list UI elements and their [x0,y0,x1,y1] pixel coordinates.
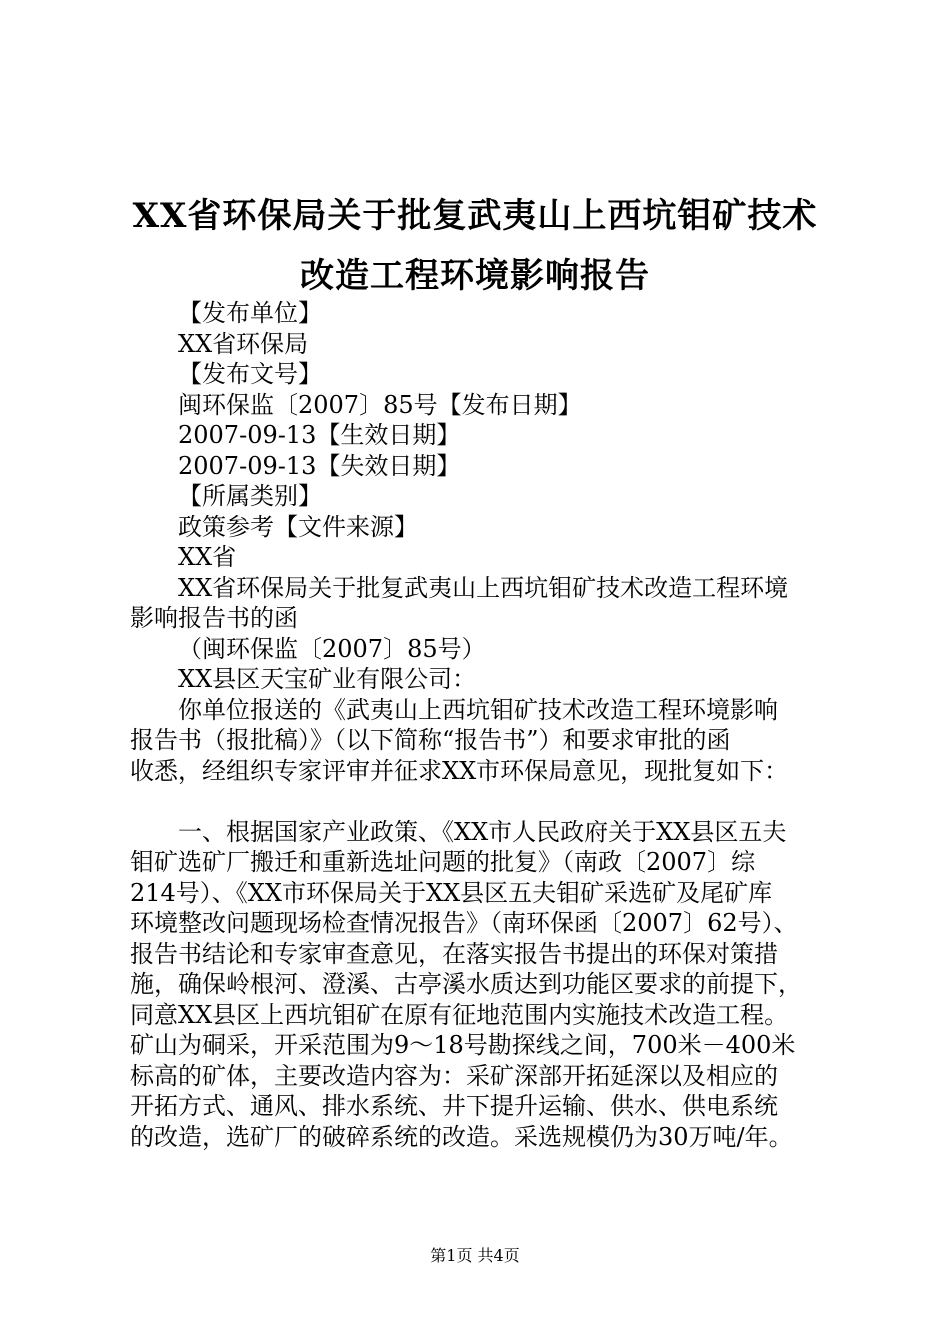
meta-line: 【发布文号】 [178,360,322,388]
section1-paragraph-line: 一、根据国家产业政策、《XX市人民政府关于XX县区五夫 [178,817,787,846]
section1-paragraph-line: 矿山为硐采，开采范围为9～18号勘探线之间，700米－400米 [130,1031,796,1059]
letter-title-line: 影响报告书的函 [130,604,298,632]
doc-number: （闽环保监〔2007〕85号） [178,634,486,663]
addressee: XX县区天宝矿业有限公司： [178,665,477,693]
section1-paragraph-line: 钼矿选矿厂搬迁和重新选址问题的批复》（南政〔2007〕综 [130,848,756,876]
page-footer: 第1页 共4页 [430,1246,520,1265]
document-title-line-2: 改造工程环境影响报告 [300,256,650,296]
document-body [130,298,830,1152]
section1-paragraph-line: 的改造，选矿厂的破碎系统的改造。采选规模仍为30万吨/年。 [130,1122,793,1151]
letter-title-line: XX省环保局关于批复武夷山上西坑钼矿技术改造工程环境 [178,573,789,602]
section1-paragraph-line: 施，确保岭根河、澄溪、古亭溪水质达到功能区要求的前提下， [130,970,802,998]
section1-paragraph-line: 214号）、《XX市环保局关于XX县区五夫钼矿采选矿及尾矿库 [130,878,773,907]
section1-paragraph-line: 报告书结论和专家审查意见，在落实报告书提出的环保对策措 [130,939,778,968]
section1-paragraph-line: 环境整改问题现场检查情况报告》（南环保函〔2007〕62号）、 [130,909,798,937]
meta-line: 【所属类别】 [178,482,322,510]
section1-paragraph-line: 标高的矿体，主要改造内容为：采矿深部开拓延深以及相应的 [130,1061,778,1090]
document-title-line-1: XX省环保局关于批复武夷山上西坑钼矿技术 [132,196,818,236]
intro-paragraph-line: 收悉，经组织专家评审并征求XX市环保局意见，现批复如下： [130,756,789,785]
meta-line: XX省环保局 [178,329,309,358]
intro-paragraph-line: 你单位报送的《武夷山上西坑钼矿技术改造工程环境影响 [178,695,778,724]
meta-line: 2007-09-13【失效日期】 [178,451,461,480]
paragraph-gap [130,786,830,817]
meta-line: 闽环保监〔2007〕85号【发布日期】 [178,390,582,419]
meta-line: 【发布单位】 [178,299,322,327]
meta-line: XX省 [178,543,237,571]
section1-paragraph-line: 同意XX县区上西坑钼矿在原有征地范围内实施技术改造工程。 [130,1000,789,1029]
section1-paragraph-line: 开拓方式、通风、排水系统、井下提升运输、供水、供电系统 [130,1092,778,1120]
intro-paragraph-line: 报告书（报批稿）》（以下简称“报告书”）和要求审批的函 [130,726,731,754]
meta-line: 政策参考【文件来源】 [178,512,418,541]
meta-line: 2007-09-13【生效日期】 [178,421,461,449]
